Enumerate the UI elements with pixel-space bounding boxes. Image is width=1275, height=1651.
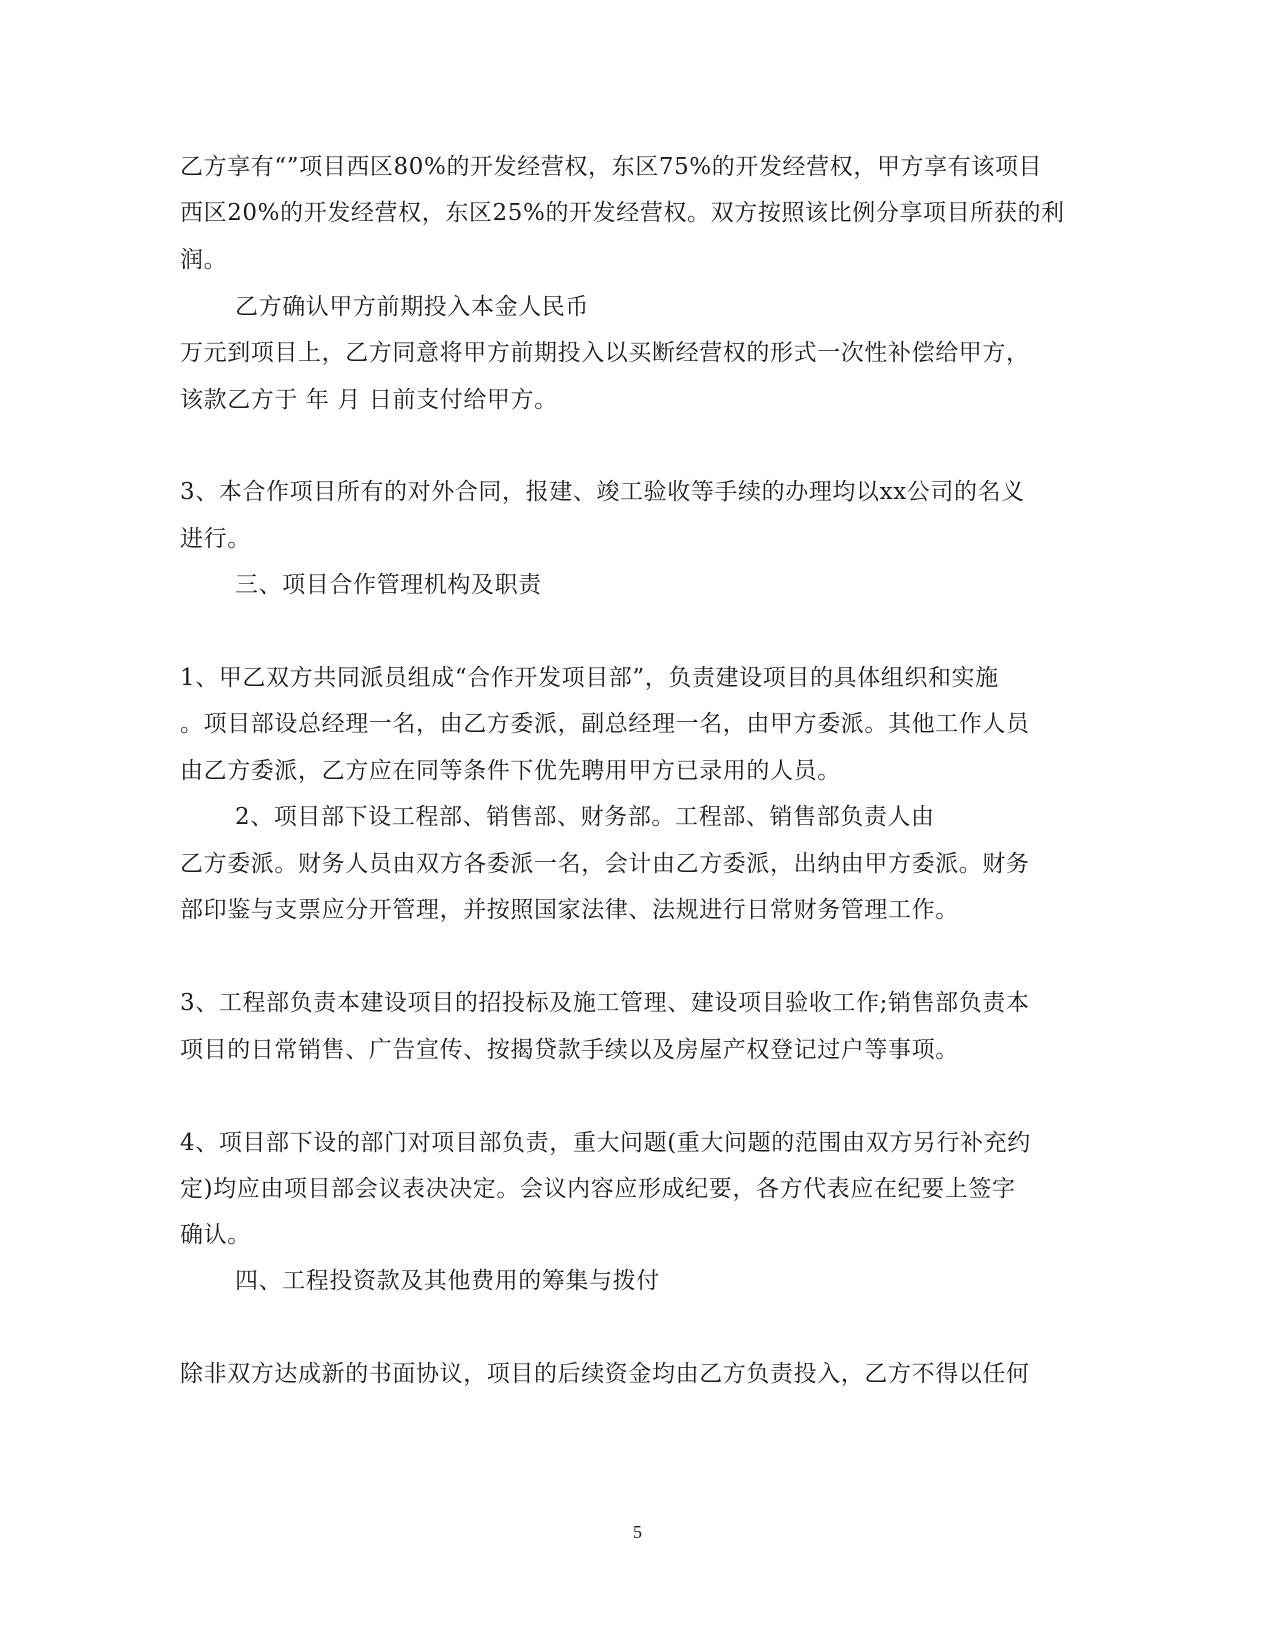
paragraph-line: 除非双方达成新的书面协议，项目的后续资金均由乙方负责投入，乙方不得以任何 xyxy=(180,1361,1030,1387)
paragraph-line: 3、工程部负责本建设项目的招投标及施工管理、建设项目验收工作;销售部负责本 xyxy=(180,990,1030,1016)
paragraph-line: 乙方委派。财务人员由双方各委派一名，会计由乙方委派，出纳由甲方委派。财务 xyxy=(180,851,1030,877)
paragraph-line: 项目的日常销售、广告宣传、按揭贷款手续以及房屋产权登记过户等事项。 xyxy=(180,1037,959,1063)
paragraph-line: 3、本合作项目所有的对外合同，报建、竣工验收等手续的办理均以xx公司的名义 xyxy=(180,479,1025,505)
paragraph-line: 进行。 xyxy=(180,526,251,552)
paragraph-line: 确认。 xyxy=(180,1222,251,1248)
section-heading: 三、项目合作管理机构及职责 xyxy=(235,572,542,598)
paragraph-line: 部印鉴与支票应分开管理，并按照国家法律、法规进行日常财务管理工作。 xyxy=(180,897,959,923)
section-heading: 四、工程投资款及其他费用的筹集与拨付 xyxy=(235,1268,660,1294)
paragraph-line: 该款乙方于 年 月 日前支付给甲方。 xyxy=(180,387,558,413)
paragraph-line: 由乙方委派，乙方应在同等条件下优先聘用甲方已录用的人员。 xyxy=(180,758,841,784)
page-number: 5 xyxy=(633,1522,642,1542)
paragraph-line: 万元到项目上，乙方同意将甲方前期投入以买断经营权的形式一次性补偿给甲方， xyxy=(180,340,1030,366)
paragraph-line: 2、项目部下设工程部、销售部、财务部。工程部、销售部负责人由 xyxy=(235,804,935,830)
paragraph-line: 乙方享有“”项目西区80%的开发经营权，东区75%的开发经营权，甲方享有该项目 xyxy=(180,154,1043,180)
paragraph-line: 西区20%的开发经营权，东区25%的开发经营权。双方按照该比例分享项目所获的利 xyxy=(180,200,1065,226)
paragraph-line: 乙方确认甲方前期投入本金人民币 xyxy=(235,294,589,320)
paragraph-line: 1、甲乙双方共同派员组成“合作开发项目部”，负责建设项目的具体组织和实施 xyxy=(180,665,999,691)
paragraph-line: 润。 xyxy=(180,247,228,273)
paragraph-line: 定)均应由项目部会议表决决定。会议内容应形成纪要，各方代表应在纪要上签字 xyxy=(180,1176,1016,1202)
paragraph-line: 4、项目部下设的部门对项目部负责，重大问题(重大问题的范围由双方另行补充约 xyxy=(180,1130,1031,1156)
paragraph-line: 。项目部设总经理一名，由乙方委派，副总经理一名，由甲方委派。其他工作人员 xyxy=(180,711,1030,737)
